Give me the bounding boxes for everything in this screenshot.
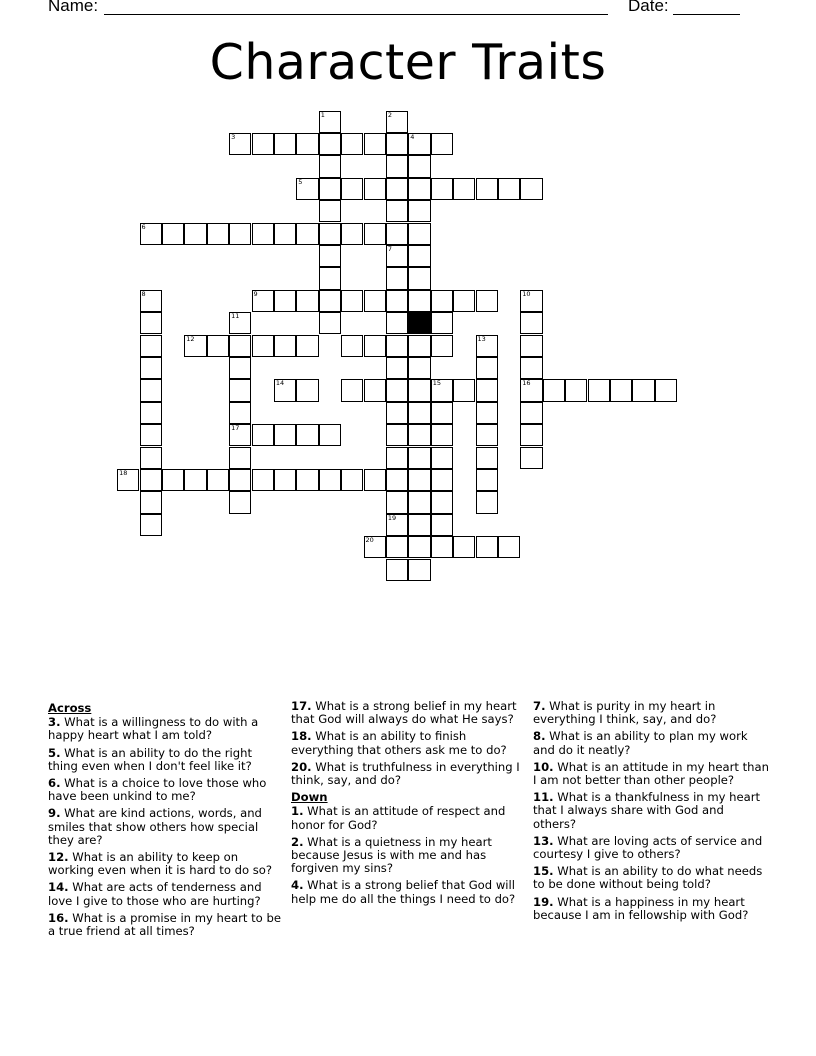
crossword-cell[interactable] bbox=[140, 491, 162, 513]
crossword-cell[interactable] bbox=[229, 133, 251, 155]
crossword-cell[interactable] bbox=[431, 424, 453, 446]
clue-text: What is a happiness in my heart because I am in fellowship with God? bbox=[533, 894, 749, 922]
crossword-cell[interactable] bbox=[229, 447, 251, 469]
clue-text: What are kind actions, words, and smiles that show others how special they are? bbox=[48, 806, 262, 847]
clue-number-label: 5. bbox=[48, 745, 61, 760]
crossword-cell[interactable] bbox=[476, 402, 498, 424]
clue-number: 17 bbox=[231, 424, 240, 433]
clue-item bbox=[533, 865, 769, 891]
crossword-cell[interactable] bbox=[229, 312, 251, 334]
crossword-cell[interactable] bbox=[476, 536, 498, 558]
crossword-cell[interactable] bbox=[476, 469, 498, 491]
crossword-cell[interactable] bbox=[229, 469, 251, 491]
crossword-cell[interactable] bbox=[476, 178, 498, 200]
crossword-cell[interactable] bbox=[296, 178, 318, 200]
crossword-cell[interactable] bbox=[408, 447, 430, 469]
crossword-cell[interactable] bbox=[408, 155, 430, 177]
crossword-cell[interactable] bbox=[140, 290, 162, 312]
clue-number: 3 bbox=[231, 132, 236, 141]
clue-number: 7 bbox=[387, 244, 393, 253]
clue-item bbox=[291, 730, 527, 756]
crossword-cell[interactable] bbox=[319, 424, 341, 446]
clue-number-label: 19. bbox=[533, 894, 554, 909]
clue-number-label: 9. bbox=[48, 806, 61, 821]
crossword-cell[interactable] bbox=[364, 223, 386, 245]
clue-number-label: 12. bbox=[48, 850, 69, 865]
clue-number-label: 4. bbox=[291, 878, 304, 893]
crossword-cell[interactable] bbox=[229, 402, 251, 424]
crossword-cell[interactable] bbox=[498, 178, 520, 200]
crossword-cell[interactable] bbox=[140, 402, 162, 424]
clue-number-label: 15. bbox=[533, 864, 554, 879]
clue-text: What is a strong belief in my heart that God will always do what He says? bbox=[291, 699, 517, 727]
crossword-cell[interactable] bbox=[252, 469, 274, 491]
crossword-cell[interactable] bbox=[386, 245, 408, 267]
crossword-cell[interactable] bbox=[431, 290, 453, 312]
crossword-cell[interactable] bbox=[520, 290, 542, 312]
clue-text: What is a willingness to do with a happy heart what I am told? bbox=[48, 715, 259, 743]
crossword-cell[interactable] bbox=[408, 133, 430, 155]
crossword-cell[interactable] bbox=[476, 424, 498, 446]
clue-number-label: 6. bbox=[48, 776, 61, 791]
clue-item bbox=[291, 836, 527, 876]
clues-column-3 bbox=[533, 700, 769, 926]
crossword-cell[interactable] bbox=[431, 469, 453, 491]
crossword-cell[interactable] bbox=[408, 290, 430, 312]
crossword-cell[interactable] bbox=[252, 424, 274, 446]
crossword-cell[interactable] bbox=[364, 379, 386, 401]
crossword-cell[interactable] bbox=[431, 133, 453, 155]
clue-text: What is a strong belief that God will help me do all the things I need to do? bbox=[291, 878, 516, 906]
black-cell bbox=[408, 312, 430, 334]
crossword-cell[interactable] bbox=[520, 357, 542, 379]
clue-number: 16 bbox=[522, 379, 531, 388]
clue-number: 1 bbox=[320, 110, 325, 119]
clue-number-label: 2. bbox=[291, 834, 304, 849]
clue-number: 9 bbox=[253, 289, 258, 298]
crossword-cell[interactable] bbox=[386, 402, 408, 424]
crossword-cell[interactable] bbox=[364, 469, 386, 491]
crossword-cell[interactable] bbox=[476, 357, 498, 379]
clue-text: What is an attitude in my heart than I am not better than other people? bbox=[533, 759, 769, 788]
crossword-cell[interactable] bbox=[207, 469, 229, 491]
clue-item bbox=[48, 912, 282, 938]
crossword-cell[interactable] bbox=[386, 559, 408, 581]
name-label: Name: bbox=[48, 0, 99, 15]
clue-text: What is purity in my heart in everything I think, say, and do? bbox=[533, 699, 717, 727]
crossword-cell[interactable] bbox=[431, 178, 453, 200]
clue-text: What is a thankfulness in my heart that I always share with God and others? bbox=[533, 790, 761, 831]
clue-item bbox=[48, 881, 282, 907]
crossword-cell[interactable] bbox=[296, 290, 318, 312]
crossword-cell[interactable] bbox=[296, 469, 318, 491]
crossword-cell[interactable] bbox=[140, 447, 162, 469]
crossword-cell[interactable] bbox=[207, 223, 229, 245]
crossword-cell[interactable] bbox=[588, 379, 610, 401]
clue-text: What are loving acts of service and courtesy I give to others? bbox=[533, 833, 763, 862]
crossword-cell[interactable] bbox=[386, 290, 408, 312]
crossword-cell[interactable] bbox=[364, 335, 386, 357]
crossword-cell[interactable] bbox=[296, 335, 318, 357]
clue-number-label: 3. bbox=[48, 715, 61, 730]
crossword-cell[interactable] bbox=[543, 379, 565, 401]
crossword-cell[interactable] bbox=[252, 133, 274, 155]
clue-number: 13 bbox=[477, 334, 486, 343]
clue-text: What is an attitude of respect and honor for God? bbox=[291, 804, 506, 832]
crossword-cell[interactable] bbox=[408, 245, 430, 267]
crossword-cell[interactable] bbox=[341, 469, 363, 491]
clues-column-2 bbox=[291, 700, 527, 910]
crossword-cell[interactable] bbox=[252, 335, 274, 357]
crossword-cell[interactable] bbox=[408, 469, 430, 491]
clue-item bbox=[291, 700, 527, 726]
crossword-cell[interactable] bbox=[408, 491, 430, 513]
clue-number-label: 10. bbox=[533, 759, 554, 774]
crossword-cell[interactable] bbox=[520, 447, 542, 469]
crossword-cell[interactable] bbox=[296, 379, 318, 401]
clue-item bbox=[48, 807, 282, 847]
crossword-cell[interactable] bbox=[364, 290, 386, 312]
crossword-cell[interactable] bbox=[386, 491, 408, 513]
crossword-cell[interactable] bbox=[386, 469, 408, 491]
crossword-cell[interactable] bbox=[140, 357, 162, 379]
crossword-cell[interactable] bbox=[453, 290, 475, 312]
clue-number-label: 8. bbox=[533, 729, 546, 744]
crossword-cell[interactable] bbox=[319, 245, 341, 267]
clue-number-label: 18. bbox=[291, 729, 312, 744]
crossword-cell[interactable] bbox=[184, 469, 206, 491]
crossword-cell[interactable] bbox=[431, 491, 453, 513]
clue-number: 19 bbox=[387, 513, 397, 522]
clue-item bbox=[291, 879, 527, 905]
clue-number-label: 14. bbox=[48, 880, 69, 895]
crossword-cell[interactable] bbox=[476, 379, 498, 401]
crossword-cell[interactable] bbox=[386, 312, 408, 334]
crossword-cell[interactable] bbox=[431, 447, 453, 469]
crossword-cell[interactable] bbox=[408, 379, 430, 401]
crossword-cell[interactable] bbox=[341, 335, 363, 357]
crossword-cell[interactable] bbox=[162, 223, 184, 245]
clue-item bbox=[291, 805, 527, 831]
crossword-cell[interactable] bbox=[140, 469, 162, 491]
clue-number: 11 bbox=[231, 312, 240, 321]
crossword-cell[interactable] bbox=[408, 335, 430, 357]
clue-text: What is a quietness in my heart because Jesus is with me and has forgiven my sins? bbox=[291, 834, 492, 876]
clue-text: What is an ability to do what needs to be done without being told? bbox=[533, 864, 763, 892]
crossword-cell[interactable] bbox=[520, 424, 542, 446]
crossword-cell[interactable] bbox=[140, 379, 162, 401]
clue-number: 8 bbox=[141, 289, 146, 298]
crossword-cell[interactable] bbox=[453, 178, 475, 200]
crossword-cell[interactable] bbox=[184, 223, 206, 245]
crossword-cell[interactable] bbox=[341, 223, 363, 245]
crossword-cell[interactable] bbox=[408, 223, 430, 245]
clue-number-label: 1. bbox=[291, 804, 304, 819]
clue-text: What is a promise in my heart to be a true friend at all times? bbox=[48, 910, 281, 939]
crossword-cell[interactable] bbox=[229, 491, 251, 513]
crossword-cell[interactable] bbox=[296, 223, 318, 245]
across-heading: Across bbox=[48, 701, 92, 715]
clue-item bbox=[533, 761, 769, 787]
crossword-cell[interactable] bbox=[274, 290, 296, 312]
crossword-cell[interactable] bbox=[520, 402, 542, 424]
crossword-cell[interactable] bbox=[610, 379, 632, 401]
crossword-cell[interactable] bbox=[117, 469, 139, 491]
crossword-cell[interactable] bbox=[520, 312, 542, 334]
crossword-cell[interactable] bbox=[140, 312, 162, 334]
crossword-cell[interactable] bbox=[274, 335, 296, 357]
crossword-cell[interactable] bbox=[296, 133, 318, 155]
crossword-cell[interactable] bbox=[229, 357, 251, 379]
clue-item bbox=[533, 791, 769, 831]
page-title: Character Traits bbox=[209, 34, 607, 91]
crossword-cell[interactable] bbox=[386, 514, 408, 536]
crossword-cell[interactable] bbox=[319, 312, 341, 334]
crossword-cell[interactable] bbox=[386, 536, 408, 558]
crossword-cell[interactable] bbox=[408, 536, 430, 558]
clue-item bbox=[533, 730, 769, 756]
clue-text: What is an ability to plan my work and do it neatly? bbox=[533, 729, 748, 757]
date-label: Date: bbox=[628, 0, 669, 15]
crossword-cell[interactable] bbox=[184, 335, 206, 357]
clue-item bbox=[48, 851, 282, 877]
crossword-cell[interactable] bbox=[229, 335, 251, 357]
clue-number: 14 bbox=[275, 379, 285, 388]
crossword-cell[interactable] bbox=[252, 223, 274, 245]
crossword-cell[interactable] bbox=[386, 424, 408, 446]
clue-number-label: 11. bbox=[533, 790, 554, 805]
crossword-cell[interactable] bbox=[229, 379, 251, 401]
clue-item bbox=[533, 700, 769, 726]
clue-number-label: 20. bbox=[291, 759, 312, 774]
crossword-cell[interactable] bbox=[274, 424, 296, 446]
crossword-cell[interactable] bbox=[476, 335, 498, 357]
crossword-cell[interactable] bbox=[386, 379, 408, 401]
crossword-cell[interactable] bbox=[453, 379, 475, 401]
crossword-cell[interactable] bbox=[252, 290, 274, 312]
crossword-cell[interactable] bbox=[655, 379, 677, 401]
crossword-cell[interactable] bbox=[498, 536, 520, 558]
clue-text: What is an ability to keep on working even when it is hard to do so? bbox=[48, 850, 273, 878]
crossword-cell[interactable] bbox=[408, 424, 430, 446]
clue-item bbox=[48, 747, 282, 773]
crossword-cell[interactable] bbox=[386, 267, 408, 289]
crossword-cell[interactable] bbox=[408, 200, 430, 222]
clue-number-label: 13. bbox=[533, 833, 554, 848]
crossword-cell[interactable] bbox=[364, 178, 386, 200]
crossword-cell[interactable] bbox=[476, 290, 498, 312]
crossword-cell[interactable] bbox=[140, 335, 162, 357]
clue-item bbox=[48, 716, 282, 742]
crossword-cell[interactable] bbox=[341, 290, 363, 312]
crossword-cell[interactable] bbox=[274, 469, 296, 491]
crossword-cell[interactable] bbox=[341, 133, 363, 155]
clue-text: What is truthfulness in everything I think, say, and do? bbox=[291, 759, 520, 788]
crossword-cell[interactable] bbox=[408, 357, 430, 379]
clue-number: 20 bbox=[365, 536, 374, 545]
crossword-cell[interactable] bbox=[520, 335, 542, 357]
down-heading: Down bbox=[291, 790, 328, 805]
crossword-cell[interactable] bbox=[408, 267, 430, 289]
crossword-cell[interactable] bbox=[408, 402, 430, 424]
clue-number: 5 bbox=[298, 177, 303, 186]
clue-number-label: 16. bbox=[48, 910, 69, 925]
crossword-cell[interactable] bbox=[386, 335, 408, 357]
clue-text: What is an ability to do the right thing even when I don't feel like it? bbox=[48, 745, 253, 773]
crossword-cell[interactable] bbox=[431, 312, 453, 334]
clue-item bbox=[291, 761, 527, 787]
crossword-cell[interactable] bbox=[319, 469, 341, 491]
crossword-cell[interactable] bbox=[274, 133, 296, 155]
crossword-cell[interactable] bbox=[386, 155, 408, 177]
crossword-cell[interactable] bbox=[386, 200, 408, 222]
crossword-cell[interactable] bbox=[408, 178, 430, 200]
crossword-cell[interactable] bbox=[319, 111, 341, 133]
crossword-cell[interactable] bbox=[319, 223, 341, 245]
crossword-cell[interactable] bbox=[341, 379, 363, 401]
crossword-cell[interactable] bbox=[162, 469, 184, 491]
clue-number: 18 bbox=[119, 468, 128, 477]
clue-number: 15 bbox=[432, 379, 441, 388]
crossword-cell[interactable] bbox=[140, 223, 162, 245]
crossword-cell[interactable] bbox=[364, 536, 386, 558]
crossword-cell[interactable] bbox=[140, 424, 162, 446]
crossword-cell[interactable] bbox=[476, 491, 498, 513]
crossword-cell[interactable] bbox=[453, 536, 475, 558]
crossword-cell[interactable] bbox=[386, 447, 408, 469]
clue-text: What is an ability to finish everything that others ask me to do? bbox=[291, 729, 507, 757]
crossword-cell[interactable] bbox=[319, 178, 341, 200]
clue-number: 10 bbox=[522, 289, 531, 298]
clue-number: 4 bbox=[410, 132, 415, 141]
crossword-cell[interactable] bbox=[520, 379, 542, 401]
crossword-cell[interactable] bbox=[274, 379, 296, 401]
clue-number: 2 bbox=[387, 110, 393, 119]
clue-number: 6 bbox=[141, 222, 146, 231]
crossword-cell[interactable] bbox=[431, 536, 453, 558]
crossword-cell[interactable] bbox=[386, 111, 408, 133]
crossword-cell[interactable] bbox=[565, 379, 587, 401]
crossword-cell[interactable] bbox=[341, 178, 363, 200]
crossword-cell[interactable] bbox=[476, 447, 498, 469]
crossword-cell[interactable] bbox=[140, 514, 162, 536]
crossword-cell[interactable] bbox=[408, 559, 430, 581]
crossword-cell[interactable] bbox=[364, 133, 386, 155]
crossword-cell[interactable] bbox=[431, 402, 453, 424]
crossword-cell[interactable] bbox=[632, 379, 654, 401]
crossword-cell[interactable] bbox=[386, 223, 408, 245]
clue-item bbox=[533, 896, 769, 922]
crossword-cell[interactable] bbox=[319, 133, 341, 155]
clue-item bbox=[533, 835, 769, 861]
crossword-cell[interactable] bbox=[431, 379, 453, 401]
crossword-cell[interactable] bbox=[431, 514, 453, 536]
crossword-cell[interactable] bbox=[520, 178, 542, 200]
clue-number-label: 17. bbox=[291, 699, 312, 713]
crossword-cell[interactable] bbox=[319, 267, 341, 289]
clue-number: 12 bbox=[186, 334, 195, 343]
clue-item bbox=[48, 777, 282, 803]
crossword-cell[interactable] bbox=[319, 155, 341, 177]
clues-column-1 bbox=[48, 700, 282, 942]
crossword-cell[interactable] bbox=[386, 178, 408, 200]
crossword-cell[interactable] bbox=[408, 514, 430, 536]
clue-number-label: 7. bbox=[533, 699, 546, 713]
crossword-cell[interactable] bbox=[274, 223, 296, 245]
clue-text: What are acts of tenderness and love I give to those who are hurting? bbox=[48, 880, 262, 908]
crossword-cell[interactable] bbox=[386, 357, 408, 379]
crossword-cell[interactable] bbox=[319, 200, 341, 222]
crossword-cell[interactable] bbox=[229, 424, 251, 446]
crossword-cell[interactable] bbox=[296, 424, 318, 446]
crossword-cell[interactable] bbox=[386, 133, 408, 155]
crossword-cell[interactable] bbox=[229, 223, 251, 245]
crossword-cell[interactable] bbox=[431, 335, 453, 357]
clue-text: What is a choice to love those who have been unkind to me? bbox=[48, 776, 267, 804]
crossword-cell[interactable] bbox=[319, 290, 341, 312]
crossword-cell[interactable] bbox=[207, 335, 229, 357]
